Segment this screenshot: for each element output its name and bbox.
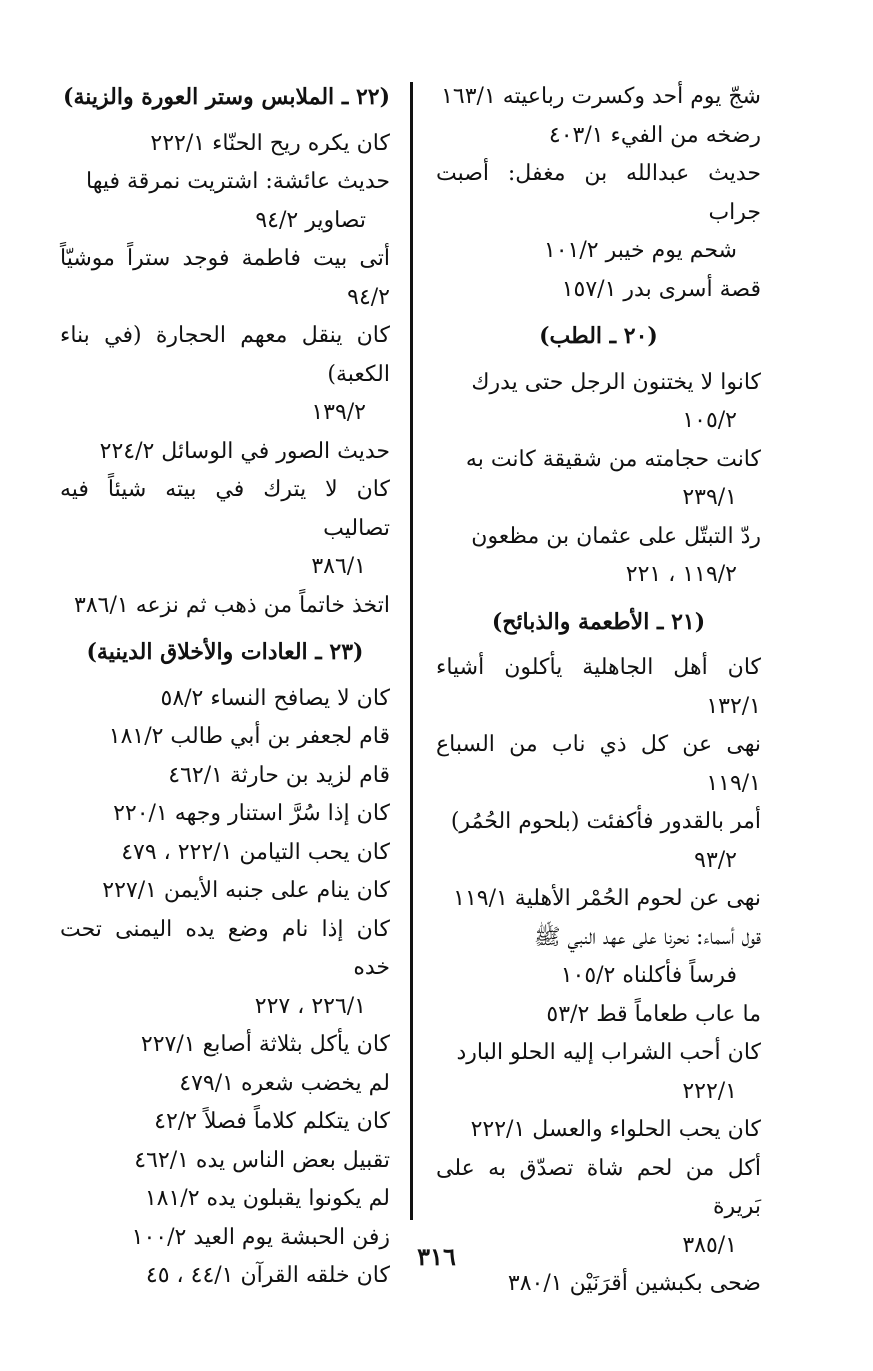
page-number: ٣١٦: [417, 1242, 456, 1271]
entry-text: كانوا لا يختنون الرجل حتى يدرك: [471, 369, 761, 395]
index-entry: [436, 364, 761, 441]
entry-text: كان يحب التيامن ٢٢٢/١ ، ٤٧٩: [121, 839, 390, 865]
section-heading: (٢١ ـ الأطعمة والذبائح): [491, 608, 706, 635]
index-entry: [436, 1111, 761, 1150]
section-heading: (٢٢ ـ الملابس وستر العورة والزينة): [63, 84, 390, 110]
index-entry: [436, 649, 761, 726]
index-entry: [436, 271, 761, 310]
entry-text: أتى بيت فاطمة فوجد ستراً موشيّاً ٩٤/٢: [60, 246, 390, 310]
index-entry: [60, 834, 390, 873]
index-entry: [60, 1065, 390, 1104]
entry-text: ضحى بكبشين أقرَنَيْن ٣٨٠/١: [507, 1271, 761, 1296]
index-entry: [60, 163, 390, 240]
index-entry: [60, 1180, 390, 1219]
index-entry: [60, 433, 390, 472]
column-divider: [410, 82, 413, 1220]
entry-continuation: ١١٩/٢ ، ٢٢١: [625, 562, 737, 587]
index-entry: [60, 471, 390, 587]
entry-text: كان يأكل بثلاثة أصابع ٢٢٧/١: [140, 1032, 390, 1057]
entry-continuation: ١٣٩/٢: [311, 400, 366, 425]
entry-text: كانت حجامته من شقيقة كانت به: [465, 446, 761, 472]
entry-text: حديث عبدالله بن مغفل: أصبت جراب: [436, 161, 761, 225]
entry-continuation: ١٠٥/٢: [682, 408, 737, 433]
entry-continuation: ٣٨٦/١: [311, 554, 366, 579]
entry-text: تقبيل بعض الناس يده ٤٦٢/١: [134, 1147, 390, 1173]
entry-continuation: ٢٣٩/١: [682, 485, 737, 510]
entry-text: قصة أسرى بدر ١٥٧/١: [561, 276, 761, 302]
index-entry: [60, 1026, 390, 1065]
index-entry: [60, 911, 390, 1027]
index-entry: [436, 155, 761, 271]
entry-text: كان خلقه القرآن ٤٤/١ ، ٤٥: [145, 1263, 390, 1288]
index-entry: [60, 587, 390, 626]
entry-text: اتخذ خاتماً من ذهب ثم نزعه ٣٨٦/١: [74, 592, 390, 618]
entry-text: ردّ التبتّل على عثمان بن مظعون: [471, 523, 761, 549]
entry-text: ما عاب طعاماً قط ٥٣/٢: [546, 1001, 761, 1027]
entry-text: كان لا يترك في بيته شيئاً فيه تصاليب: [60, 477, 390, 541]
index-entry: [436, 880, 761, 919]
index-entry: [436, 919, 761, 996]
index-entry: [60, 317, 390, 433]
entry-continuation: ٢٢٢/١: [682, 1078, 737, 1104]
index-entry: [436, 441, 761, 518]
entry-text: قول أسماء: نحرنا على عهد النبي ﷺ: [533, 924, 761, 950]
entry-text: حديث عائشة: اشتريت نمرقة فيها: [86, 169, 390, 194]
entry-text: كان أهل الجاهلية يأكلون أشياء ١٣٢/١: [436, 655, 761, 719]
index-entry: [60, 240, 390, 317]
index-entry: [60, 1142, 390, 1181]
index-entry: [60, 1103, 390, 1142]
section-heading: (٢٠ ـ الطب): [539, 323, 658, 349]
entry-text: أمر بالقدور فأكفئت (بلحوم الحُمُر): [450, 809, 761, 834]
index-entry: [436, 996, 761, 1035]
entry-text: كان إذا سُرَّ استنار وجهه ٢٢٠/١: [113, 801, 390, 826]
entry-text: كان ينقل معهم الحجارة (في بناء الكعبة): [60, 323, 390, 387]
entry-text: لم يكونوا يقبلون يده ١٨١/٢: [144, 1186, 390, 1211]
index-entry: [60, 718, 390, 757]
entry-text: كان يكره ريح الحنّاء ٢٢٢/١: [150, 130, 390, 156]
index-entry: [60, 680, 390, 719]
entry-text: رضخه من الفيء ٤٠٣/١: [548, 122, 761, 148]
entry-text: قام لجعفر بن أبي طالب ١٨١/٢: [108, 724, 390, 749]
entry-continuation: تصاوير ٩٤/٢: [255, 207, 366, 233]
entry-text: كان ينام على جنبه الأيمن ٢٢٧/١: [102, 878, 390, 903]
right-column: [436, 78, 761, 1304]
section-heading: (٢٣ ـ العادات والأخلاق الدينية): [86, 639, 364, 665]
entry-continuation: ٩٣/٢: [694, 847, 737, 873]
entry-text: نهى عن كل ذي ناب من السباع ١١٩/١: [436, 732, 761, 796]
left-column: [60, 78, 390, 1296]
index-entry: [436, 803, 761, 880]
entry-text: كان يتكلم كلاماً فصلاً ٤٢/٢: [154, 1109, 390, 1134]
index-entry: [436, 726, 761, 803]
entry-text: كان يحب الحلواء والعسل ٢٢٢/١: [470, 1117, 761, 1142]
entry-text: كان أحب الشراب إليه الحلو البارد: [456, 1040, 761, 1065]
entry-continuation: ٣٨٥/١: [682, 1232, 737, 1258]
entry-text: شجّ يوم أحد وكسرت رباعيته ١٦٣/١: [441, 84, 761, 109]
entry-continuation: فرساً فأكلناه ١٠٥/٢: [560, 963, 737, 988]
entry-text: حديث الصور في الوسائل ٢٢٤/٢: [99, 438, 390, 464]
index-entry: [60, 757, 390, 796]
entry-text: لم يخضب شعره ٤٧٩/١: [179, 1070, 390, 1096]
entry-text: كان لا يصافح النساء ٥٨/٢: [160, 685, 390, 711]
index-entry: [436, 78, 761, 117]
index-entry: [436, 518, 761, 595]
index-entry: [436, 1034, 761, 1111]
entry-continuation: شحم يوم خيبر ١٠١/٢: [543, 238, 737, 263]
entry-text: أكل من لحم شاة تصدّق به على بَريرة: [436, 1155, 761, 1219]
entry-text: قام لزيد بن حارثة ٤٦٢/١: [168, 762, 390, 788]
index-entry: [436, 117, 761, 156]
entry-text: نهى عن لحوم الحُمْر الأهلية ١١٩/١: [453, 886, 761, 911]
entry-continuation: ٢٢٦/١ ، ٢٢٧: [254, 993, 366, 1019]
entry-text: كان إذا نام وضع يده اليمنى تحت خده: [60, 916, 390, 980]
entry-text: زفن الحبشة يوم العيد ١٠٠/٢: [131, 1224, 390, 1250]
index-entry: [60, 795, 390, 834]
index-entry: [60, 125, 390, 164]
index-entry: [60, 872, 390, 911]
